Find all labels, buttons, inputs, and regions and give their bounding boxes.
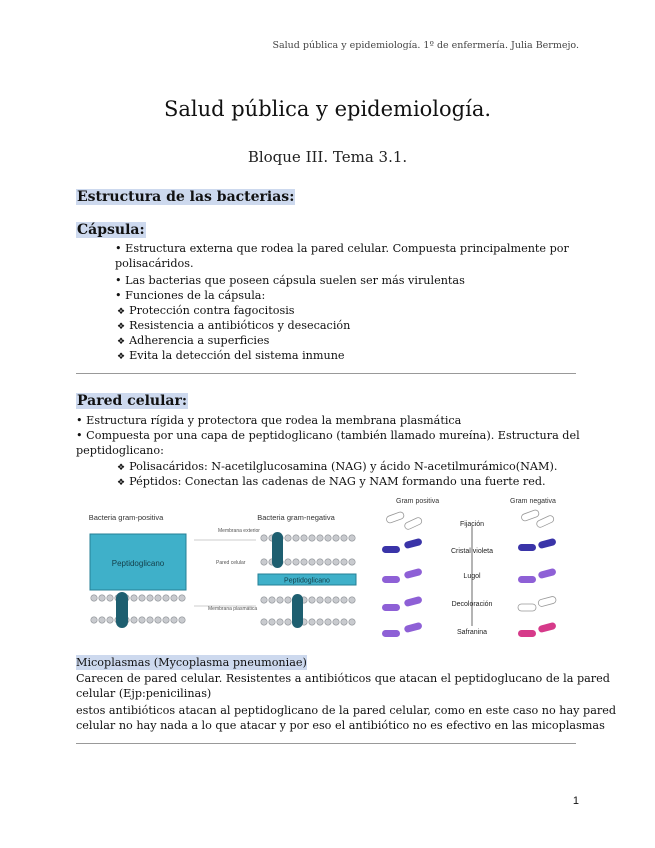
capsula-funcion-item: ❖ Resistencia a antibióticos y desecación	[117, 319, 351, 332]
micoplasmas-line-4: celular no hay nada a lo que atacar y por eso el antibiótico no es efectivo en las micoplasmas	[76, 719, 605, 732]
label-membrana-exterior: Membrana exterior	[218, 528, 260, 534]
pared-item: ❖ Polisacáridos: N-acetilglucosamina (NAG) y ácido N-acetilmurámico(NAM).	[117, 460, 558, 473]
cell-wall-diagram	[86, 510, 371, 645]
step-decoloracion: Decoloración	[451, 601, 493, 608]
diamond-bullet-icon: ❖	[117, 352, 126, 362]
label-pared-celular: Pared celular	[216, 560, 246, 566]
section-heading-bacterias: Estructura de las bacterias:	[77, 189, 295, 205]
step-lugol: Lugol	[463, 573, 481, 580]
capsula-funcion-item: ❖ Evita la detección del sistema inmune	[117, 349, 345, 362]
section-heading-capsula: Cápsula:	[77, 222, 145, 238]
document-subtitle: Bloque III. Tema 3.1.	[247, 148, 408, 166]
label-gram-negativa: Gram negativa	[510, 498, 556, 505]
pared-item: ❖ Péptidos: Conectan las cadenas de NAG y NAM formando una fuerte red.	[117, 475, 546, 488]
capsula-line-1: • Estructura externa que rodea la pared celular. Compuesta principalmente por	[115, 242, 569, 255]
label-gram-positiva: Gram positiva	[396, 498, 440, 505]
label-gram-positiva: Bacteria gram-positiva	[88, 513, 164, 522]
micoplasmas-heading: Micoplasmas (Mycoplasma pneumoniae)	[76, 656, 307, 669]
page-number: 1	[572, 795, 579, 807]
diamond-bullet-icon: ❖	[117, 307, 126, 317]
diamond-bullet-icon: ❖	[117, 478, 126, 488]
micoplasmas-line-3: estos antibióticos atacan al peptidoglicano de la pared celular, como en este caso no hay pared	[76, 704, 616, 717]
capsula-line-2: • Las bacterias que poseen cápsula suelen ser más virulentas	[115, 274, 465, 287]
pared-line-2: • Compuesta por una capa de peptidoglicano (también llamado mureína). Estructura del	[76, 429, 580, 442]
gram-stain-diagram	[376, 494, 576, 646]
capsula-line-1b: polisacáridos.	[115, 257, 194, 270]
micoplasmas-line-1: Carecen de pared celular. Resistentes a antibióticos que atacan el peptidoglucano de la pared	[76, 672, 610, 685]
section-heading-pared: Pared celular:	[77, 393, 188, 409]
step-safranina: Safranina	[457, 629, 487, 636]
label-membrana-plasmatica: Membrana plasmática	[208, 606, 258, 612]
diamond-bullet-icon: ❖	[117, 463, 126, 473]
label-gram-negativa: Bacteria gram-negativa	[257, 513, 335, 522]
capsula-line-3: • Funciones de la cápsula:	[115, 289, 266, 302]
diamond-bullet-icon: ❖	[117, 337, 126, 347]
pared-line-1: • Estructura rígida y protectora que rodea la membrana plasmática	[76, 414, 462, 427]
capsula-funcion-item: ❖ Adherencia a superficies	[117, 334, 270, 347]
micoplasmas-line-2: celular (Ejp:penicilinas)	[76, 687, 212, 700]
step-cristal-violeta: Cristal violeta	[450, 548, 494, 555]
section-divider	[76, 743, 576, 744]
page-header: Salud pública y epidemiología. 1º de enfermería. Julia Bermejo.	[272, 40, 579, 51]
pared-line-2b: peptidoglicano:	[76, 444, 164, 457]
diamond-bullet-icon: ❖	[117, 322, 126, 332]
section-divider	[76, 373, 576, 374]
document-title: Salud pública y epidemiología.	[163, 97, 492, 121]
step-fijacion: Fijación	[459, 521, 485, 528]
label-peptidoglicano-neg: Peptidoglicano	[284, 577, 330, 585]
label-peptidoglicano-pos: Peptidoglicano	[111, 559, 165, 568]
capsula-funcion-item: ❖ Protección contra fagocitosis	[117, 304, 295, 317]
